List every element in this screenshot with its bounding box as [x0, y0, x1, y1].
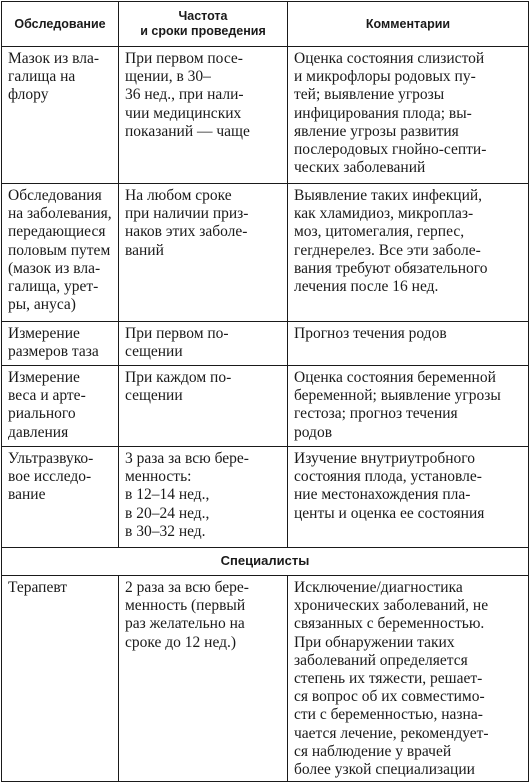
cell-examination — [2, 366, 119, 447]
text-line: ческих заболеваний — [294, 159, 426, 177]
text-line: гerднерелез. Все эти заболе- — [294, 241, 481, 259]
section-row — [2, 548, 529, 576]
table-row — [2, 184, 529, 322]
text-line: явление угрозы развития — [294, 122, 459, 140]
text-line: половым путем — [8, 241, 111, 259]
header-frequency — [119, 2, 288, 47]
text-line: передающиеся — [8, 223, 106, 241]
cell-frequency — [119, 322, 288, 366]
text-line: наков этих заболе- — [125, 223, 248, 241]
table-header-row — [2, 2, 529, 47]
text-line: и микрофлоры родовых пу- — [294, 68, 476, 86]
text-line: гестоза; прогноз течения — [294, 405, 458, 423]
text-line: хронических заболеваний, не — [294, 597, 489, 615]
examinations-table — [1, 1, 529, 782]
header-comments — [288, 2, 529, 47]
text-line: давления — [8, 423, 69, 441]
text-line: ние местонахождения пла- — [294, 486, 471, 504]
text-line: Комментарии — [365, 16, 451, 31]
cell-examination — [2, 576, 119, 782]
text-line: показаний — чаще — [125, 122, 250, 140]
text-line: моз, цитомегалия, герпес, — [294, 223, 465, 241]
text-line: галища на — [8, 68, 76, 86]
cell-comment — [288, 322, 529, 366]
text-line: веса и арте- — [8, 387, 86, 405]
text-line: ры, ануса) — [8, 296, 76, 314]
text-line: ваний — [125, 241, 164, 259]
cell-frequency — [119, 576, 288, 782]
text-line: лечения после 16 нед. — [294, 278, 439, 296]
text-line: размеров таза — [8, 343, 99, 361]
text-line: Частота — [178, 9, 228, 23]
text-line: вое исследо- — [8, 468, 92, 486]
text-line: Измерение — [8, 325, 80, 342]
cell-comment — [288, 184, 529, 322]
cell-frequency — [119, 366, 288, 447]
text-line: сроке до 12 нед.) — [125, 633, 237, 651]
text-line: в 12–14 нед., — [125, 486, 210, 504]
text-line: более узкой специализации — [294, 761, 475, 779]
cell-examination — [2, 184, 119, 322]
cell-examination — [2, 447, 119, 548]
text-line: менность: — [125, 468, 192, 486]
cell-comment — [288, 47, 529, 184]
text-line: 36 нед., при нали- — [125, 86, 244, 104]
text-line: (мазок из вла- — [8, 259, 101, 277]
text-line: Оценка состояния беременной — [294, 369, 496, 386]
text-line: 2 раза за всю бере- — [125, 579, 249, 596]
text-line: как хламидиоз, микроплаз- — [294, 205, 474, 223]
cell-examination — [2, 47, 119, 184]
section-title: Специалисты — [2, 548, 529, 576]
text-line: инфицирования плода; вы- — [294, 104, 472, 122]
text-line: Исключение/диагностика — [294, 579, 463, 596]
table-row — [2, 366, 529, 447]
table-row — [2, 322, 529, 366]
text-line: в 30–32 нед. — [125, 522, 206, 540]
text-line: При первом по- — [125, 325, 229, 342]
text-line: беременной; выявление угрозы — [294, 387, 501, 405]
cell-examination — [2, 322, 119, 366]
text-line: сещении — [125, 343, 183, 361]
text-line: При каждом по- — [125, 369, 232, 386]
text-line: чается лечение, рекомендует- — [294, 724, 489, 742]
table-row — [2, 576, 529, 782]
text-line: 3 раза за всю бере- — [125, 450, 249, 467]
text-line: Выявление таких инфекций, — [294, 187, 483, 204]
cell-comment — [288, 447, 529, 548]
table-row — [2, 447, 529, 548]
text-line: Оценка состояния слизистой — [294, 50, 485, 67]
header-examination — [2, 2, 119, 47]
text-line: сещении — [125, 387, 183, 405]
text-line: при наличии приз- — [125, 205, 249, 223]
text-line: сти с беременностью, назна- — [294, 706, 483, 724]
text-line: Ультразвуко- — [8, 450, 94, 467]
text-line: тей; выявление угрозы — [294, 86, 445, 104]
text-line: раз желательно на — [125, 615, 245, 633]
text-line: Прогноз течения родов — [294, 325, 447, 342]
text-line: Обследование — [14, 16, 106, 31]
text-line: на заболевания, — [8, 205, 112, 223]
text-line: На любом сроке — [125, 187, 232, 204]
text-line: центы и оценка ее состояния — [294, 504, 485, 522]
text-line: и сроки проведения — [140, 24, 266, 38]
text-line: ся наблюдение у врачей — [294, 742, 452, 760]
text-line: послеродовых гнойно-септи- — [294, 141, 487, 159]
text-line: Измерение — [8, 369, 80, 386]
text-line: галища, урет- — [8, 278, 99, 296]
text-line: родов — [294, 423, 333, 441]
cell-frequency — [119, 47, 288, 184]
text-line: вания требуют обязательного — [294, 259, 488, 277]
cell-frequency — [119, 447, 288, 548]
text-line: степень их тяжести, решает- — [294, 670, 483, 688]
cell-comment — [288, 366, 529, 447]
cell-comment — [288, 576, 529, 782]
text-line: щении, в 30– — [125, 68, 211, 86]
text-line: состояния плода, установле- — [294, 468, 482, 486]
text-line: Мазок из вла- — [8, 50, 100, 67]
text-line: При первом посе- — [125, 50, 243, 67]
text-line: При обнаружении таких — [294, 633, 455, 651]
text-line: вание — [8, 486, 46, 504]
text-line: флору — [8, 86, 49, 104]
text-line: менность (первый — [125, 597, 246, 615]
text-line: заболеваний определяется — [294, 651, 468, 669]
text-line: в 20–24 нед., — [125, 504, 210, 522]
text-line: Изучение внутриутробного — [294, 450, 475, 467]
text-line: Терапевт — [8, 579, 68, 596]
text-line: риального — [8, 405, 76, 423]
cell-frequency — [119, 184, 288, 322]
table-row — [2, 47, 529, 184]
text-line: чии медицинских — [125, 104, 242, 122]
text-line: связанных с беременностью. — [294, 615, 485, 633]
text-line: Обследования — [8, 187, 102, 204]
text-line: ся вопрос об их совместимо- — [294, 688, 485, 706]
